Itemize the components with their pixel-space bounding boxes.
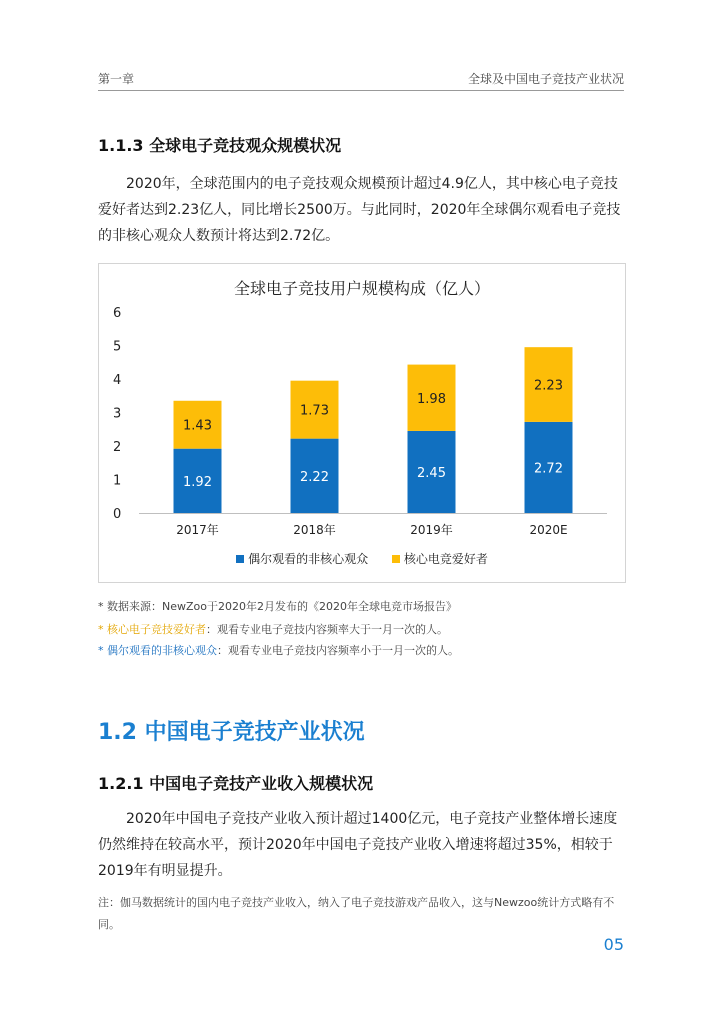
y-tick-label: 4 [113, 373, 122, 388]
note-core [98, 621, 448, 637]
note-core-def: ：观看专业电子竞技内容频率大于一月一次的人。 [206, 623, 448, 636]
y-tick-label: 2 [113, 440, 122, 455]
legend-swatch-core [392, 555, 400, 563]
note-core-term: 核心电子竞技爱好者 [107, 623, 206, 636]
data-label-casual: 2.72 [534, 461, 563, 477]
note-source [98, 598, 457, 614]
note-source-text: NewZoo于2020年2月发布的《2020年全球电竞市场报告》 [162, 600, 457, 613]
legend-swatch-casual [236, 555, 244, 563]
chart-title: 全球电子竞技用户规模构成（亿人） [233, 279, 490, 298]
legend-item-casual [236, 550, 368, 567]
y-tick-label: 3 [113, 406, 122, 422]
legend-item-core [392, 550, 488, 567]
header-divider [98, 90, 624, 91]
y-tick-label: 0 [113, 507, 122, 522]
data-label-core: 1.98 [417, 391, 446, 407]
data-label-core: 2.23 [534, 378, 563, 394]
header-chapter: 第一章 [98, 72, 135, 86]
data-label-core: 1.43 [183, 418, 212, 434]
x-tick-label: 2017年 [176, 523, 219, 537]
y-tick-label: 1 [113, 473, 122, 489]
y-tick-label: 6 [113, 306, 122, 321]
data-label-casual: 2.45 [417, 465, 446, 481]
x-tick-label: 2018年 [293, 523, 336, 537]
bar-chart [99, 264, 625, 582]
x-tick-label: 2020E [529, 523, 568, 537]
legend-label-casual: 偶尔观看的非核心观众 [248, 552, 369, 566]
section-heading-1-2-1: 1.2.1 中国电子竞技产业收入规模状况 [98, 774, 374, 793]
data-label-casual: 1.92 [183, 474, 212, 490]
note-casual [98, 642, 459, 658]
section-paragraph-1-2-1: 2020年中国电子竞技产业收入预计超过1400亿元，电子竞技产业整体增长速度仍然维持在较高水平，预计2020年中国电子竞技产业收入增速将超过35%，相较于2019年有明显提升。 [98, 811, 618, 879]
header-title: 全球及中国电子竞技产业状况 [467, 72, 624, 86]
legend-label-core: 核心电竞爱好者 [403, 552, 488, 566]
footnote: 注：伽马数据统计的国内电子竞技产业收入，纳入了电子竞技游戏产品收入，这与Newzoo统计方式略有不同。 [98, 896, 615, 931]
section-paragraph-1-1-3: 2020年，全球范围内的电子竞技观众规模预计超过4.9亿人，其中核心电子竞技爱好者达到2.23亿人，同比增长2500万。与此同时，2020年全球偶尔观看电子竞技的非核心观众人数预计将达到2.72亿。 [98, 176, 621, 244]
section-heading-1-1-3: 1.1.3 全球电子竞技观众规模状况 [98, 136, 342, 155]
note-source-prefix: * 数据来源： [98, 600, 162, 613]
section-heading-1-2: 1.2 中国电子竞技产业状况 [98, 720, 365, 745]
x-tick-label: 2019年 [410, 523, 453, 537]
note-casual-term: 偶尔观看的非核心观众 [107, 644, 217, 657]
page-number: 05 [603, 935, 624, 954]
note-casual-def: ：观看专业电子竞技内容频率小于一月一次的人。 [217, 644, 459, 657]
note-casual-prefix: * [98, 644, 107, 657]
chart-container [98, 263, 626, 583]
y-tick-label: 5 [113, 339, 122, 355]
note-core-prefix: * [98, 623, 107, 636]
data-label-core: 1.73 [300, 403, 329, 419]
data-label-casual: 2.22 [300, 469, 329, 485]
chart-legend [99, 550, 625, 567]
